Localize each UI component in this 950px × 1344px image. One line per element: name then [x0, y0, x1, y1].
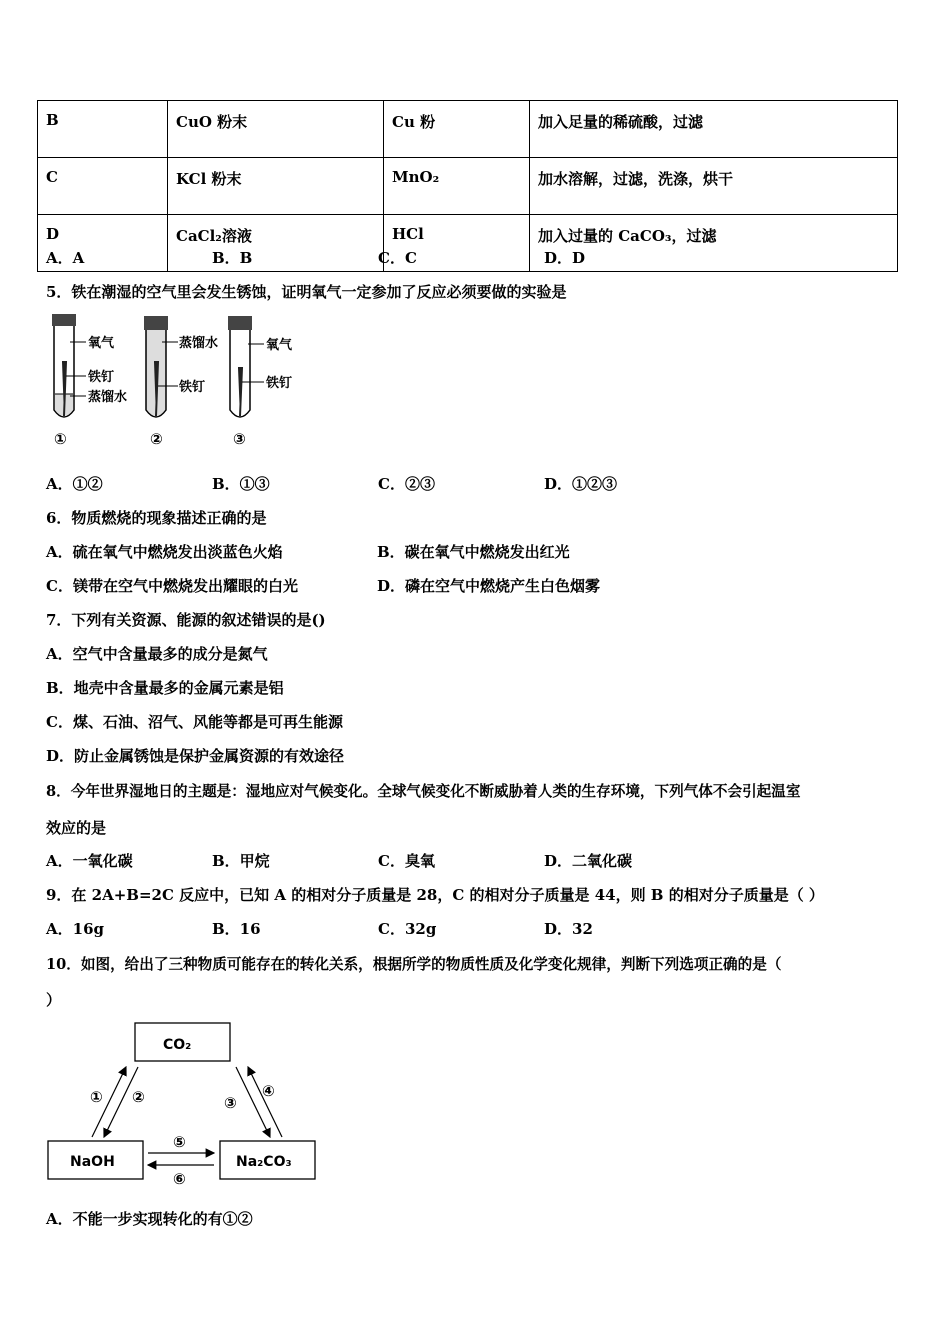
choice-d[interactable]: D．防止金属锈蚀是保护金属资源的有效途径	[46, 747, 345, 765]
q9-stem: 9．在 2A+B=2C 反应中，已知 A 的相对分子质量是 28，C 的相对分子质量是 44，则 B 的相对分子质量是（ ）	[46, 886, 824, 904]
choice-d[interactable]: D．二氧化碳	[544, 852, 633, 870]
tube-1-label-nail: 铁钉	[88, 370, 115, 385]
q10-stem-line1: 10．如图，给出了三种物质可能存在的转化关系，根据所学的物质性质及化学变化规律，判断下列选项正确的是（	[46, 956, 782, 973]
choice-d[interactable]: D．①②③	[544, 475, 618, 493]
q10-stem-line2: ）	[46, 991, 62, 1009]
arrow-1-label: ①	[90, 1088, 103, 1106]
impurity-cell: Cu 粉	[384, 101, 530, 158]
choice-c[interactable]: C．煤、石油、沼气、风能等都是可再生能源	[46, 713, 343, 731]
substance-cell: CaCl₂溶液	[168, 215, 384, 272]
na2co3-label: Na₂CO₃	[236, 1154, 292, 1170]
q8-stem-line1: 8．今年世界湿地日的主题是：湿地应对气候变化。全球气候变化不断威胁着人类的生存环境，下列气体不会引起温室	[46, 783, 801, 800]
table-choices	[46, 247, 710, 268]
row-label: C	[38, 158, 168, 215]
choice-b[interactable]: B．地壳中含量最多的金属元素是铝	[46, 679, 284, 697]
method-cell: 加入足量的稀硫酸，过滤	[530, 101, 898, 158]
table-row	[38, 158, 898, 215]
arrow-2-label: ②	[132, 1088, 145, 1106]
arrow-3-label: ③	[224, 1094, 237, 1112]
test-tube-figure	[40, 310, 330, 455]
tube-3-stopper	[228, 316, 252, 330]
choice-d[interactable]: D．32	[544, 920, 593, 938]
choice-c[interactable]: C．臭氧	[378, 852, 435, 870]
choice-c[interactable]: C．镁带在空气中燃烧发出耀眼的白光	[46, 577, 298, 595]
choice-a[interactable]: A．硫在氧气中燃烧发出淡蓝色火焰	[46, 543, 283, 561]
choice-b[interactable]: B．甲烷	[212, 852, 270, 870]
arrow-6-label: ⑥	[173, 1170, 186, 1188]
choice-d[interactable]: D．磷在空气中燃烧产生白色烟雾	[377, 577, 601, 595]
tube-2	[144, 316, 218, 448]
row-label: B	[38, 101, 168, 158]
choice-a[interactable]: A．一氧化碳	[46, 852, 133, 870]
method-cell: 加水溶解，过滤，洗涤，烘干	[530, 158, 898, 215]
tube-3-label-nail: 铁钉	[266, 376, 293, 391]
choice-b[interactable]: B．碳在氧气中燃烧发出红光	[377, 543, 570, 561]
tube-2-label-water: 蒸馏水	[179, 336, 219, 351]
arrow-5-label: ⑤	[173, 1133, 186, 1151]
tube-1-stopper	[52, 314, 76, 326]
choice-a[interactable]: A．A	[46, 249, 85, 267]
choice-c[interactable]: C．32g	[378, 920, 437, 938]
co2-label: CO₂	[163, 1037, 192, 1053]
tube-1-label-oxygen: 氧气	[88, 336, 115, 351]
table-row	[38, 101, 898, 158]
q5-stem: 5．铁在潮湿的空气里会发生锈蚀，证明氧气一定参加了反应必须要做的实验是	[46, 283, 567, 301]
choice-b[interactable]: B．①③	[212, 475, 270, 493]
choice-b[interactable]: B．B	[212, 249, 253, 267]
choice-c[interactable]: C．C	[378, 249, 417, 267]
choice-d[interactable]: D．D	[544, 249, 586, 267]
tube-1-label-water: 蒸馏水	[88, 390, 128, 405]
tube-3-number: ③	[233, 430, 246, 448]
choice-a[interactable]: A．空气中含量最多的成分是氮气	[46, 645, 268, 663]
substance-cell: KCl 粉末	[168, 158, 384, 215]
naoh-label: NaOH	[70, 1154, 115, 1170]
tube-2-stopper	[144, 316, 168, 330]
tube-3-label-oxygen: 氧气	[266, 338, 293, 353]
impurity-cell: MnO₂	[384, 158, 530, 215]
tube-1-number: ①	[54, 430, 67, 448]
method-cell: 加入过量的 CaCO₃，过滤	[530, 215, 898, 272]
tube-1	[52, 314, 127, 448]
q8-stem-line2: 效应的是	[46, 819, 107, 837]
choice-a[interactable]: A．16g	[46, 920, 105, 938]
choice-b[interactable]: B．16	[212, 920, 261, 938]
q9-choices	[46, 918, 710, 939]
tube-2-label-nail: 铁钉	[179, 380, 206, 395]
tube-3-nail	[238, 368, 242, 416]
q8-choices	[46, 850, 710, 871]
tube-2-number: ②	[150, 430, 163, 448]
q10-choice-a[interactable]: A．不能一步实现转化的有①②	[46, 1210, 253, 1228]
choice-c[interactable]: C．②③	[378, 475, 435, 493]
arrow-4-label: ④	[262, 1082, 275, 1100]
q6-stem: 6．物质燃烧的现象描述正确的是	[46, 509, 267, 527]
tube-3	[228, 316, 293, 448]
substance-cell: CuO 粉末	[168, 101, 384, 158]
conversion-diagram	[40, 1015, 330, 1190]
row-label: D	[38, 215, 168, 272]
q7-stem: 7．下列有关资源、能源的叙述错误的是()	[46, 611, 326, 629]
impurity-cell: HCl	[384, 215, 530, 272]
q5-choices	[46, 473, 710, 494]
choice-a[interactable]: A．①②	[46, 475, 103, 493]
